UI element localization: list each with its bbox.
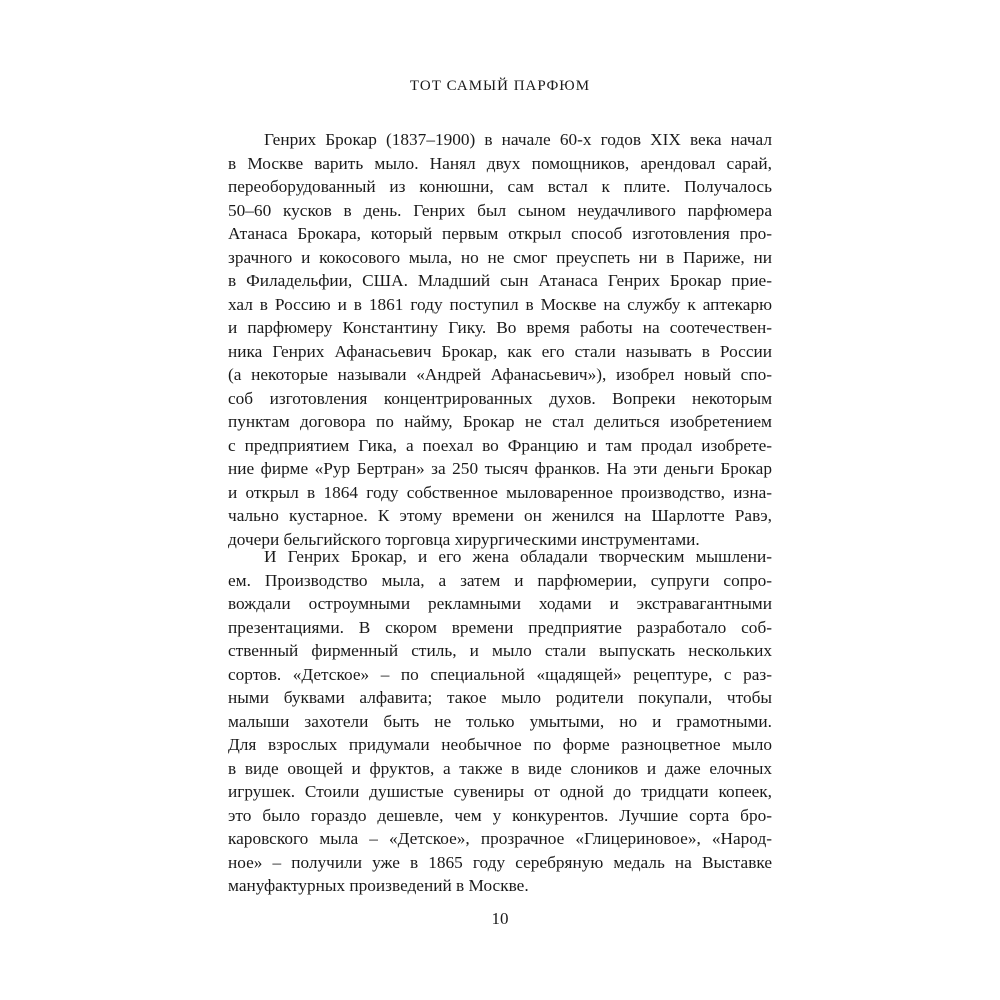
text-line: игрушек. Стоили душистые сувениры от одной до тридцати копеек, <box>228 782 772 801</box>
text-line: сортов. «Детское» – по специальной «щадящей» рецептуре, с раз- <box>228 664 772 684</box>
text-line: Атанаса Брокара, который первым открыл способ изготовления про- <box>228 224 772 243</box>
text-line: Генрих Брокар (1837–1900) в начале 60-х годов XIX века начал <box>264 130 772 149</box>
text-line: дочери бельгийского торговца хирургическими инструментами. <box>228 529 700 549</box>
text-line: чально кустарное. К этому времени он женился на Шарлотте Равэ, <box>228 506 772 525</box>
paragraph-1 <box>228 128 772 551</box>
text-line: и открыл в 1864 году собственное мыловаренное производство, изна- <box>228 482 772 502</box>
text-line: малыши захотели быть не только умытыми, но и грамотными. <box>228 711 772 731</box>
text-line: вождали остроумными рекламными ходами и экстравагантными <box>228 594 772 613</box>
text-line: ника Генрих Афанасьевич Брокар, как его стали называть в России <box>228 341 772 361</box>
text-line: мануфактурных произведений в Москве. <box>228 876 529 895</box>
text-line: в Филадельфии, США. Младший сын Атанаса Генрих Брокар прие- <box>228 271 772 290</box>
paragraph-2 <box>228 545 772 898</box>
text-line: в Москве варить мыло. Нанял двух помощников, арендовал сарай, <box>228 153 772 173</box>
text-line: с предприятием Гика, а поехал во Францию и там продал изобрете- <box>228 435 772 455</box>
text-line: 50–60 кусков в день. Генрих был сыном неудачливого парфюмера <box>228 200 772 220</box>
text-line: ное» – получили уже в 1865 году серебряную медаль на Выставке <box>228 852 772 872</box>
text-line: это было гораздо дешевле, чем у конкурентов. Лучшие сорта бро- <box>228 805 772 825</box>
text-line: ными буквами алфавита; такое мыло родители покупали, чтобы <box>228 688 772 707</box>
text-line: в виде овощей и фруктов, а также в виде слоников и даже елочных <box>228 758 772 778</box>
text-line: и парфюмеру Константину Гику. Во время работы на соотечествен- <box>228 318 772 337</box>
running-head: ТОТ САМЫЙ ПАРФЮМ <box>409 78 591 94</box>
text-line: каровского мыла – «Детское», прозрачное «Глицериновое», «Народ- <box>228 829 772 848</box>
text-line: ем. Производство мыла, а затем и парфюмерии, супруги сопро- <box>228 570 772 590</box>
page-number: 10 <box>491 909 509 928</box>
text-line: переоборудованный из конюшни, сам встал к плите. Получалось <box>228 177 772 196</box>
text-line: (а некоторые называли «Андрей Афанасьевич»), изобрел новый спо- <box>228 365 772 384</box>
text-line: хал в Россию и в 1861 году поступил в Москве на службу к аптекарю <box>228 294 772 314</box>
text-line: ственный фирменный стиль, и мыло стали выпускать нескольких <box>228 641 772 660</box>
text-line: презентациями. В скором времени предприятие разработало соб- <box>228 617 772 637</box>
text-line: соб изготовления концентрированных духов. Вопреки некоторым <box>228 388 772 408</box>
text-line: пунктам договора по найму, Брокар не стал делиться изобретением <box>228 412 772 431</box>
text-line: Для взрослых придумали необычное по форме разноцветное мыло <box>228 735 772 754</box>
text-line: ние фирме «Рур Бертран» за 250 тысяч франков. На эти деньги Брокар <box>228 459 772 478</box>
text-line: И Генрих Брокар, и его жена обладали творческим мышлени- <box>264 547 772 566</box>
text-line: зрачного и кокосового мыла, но не смог преуспеть ни в Париже, ни <box>228 247 772 267</box>
